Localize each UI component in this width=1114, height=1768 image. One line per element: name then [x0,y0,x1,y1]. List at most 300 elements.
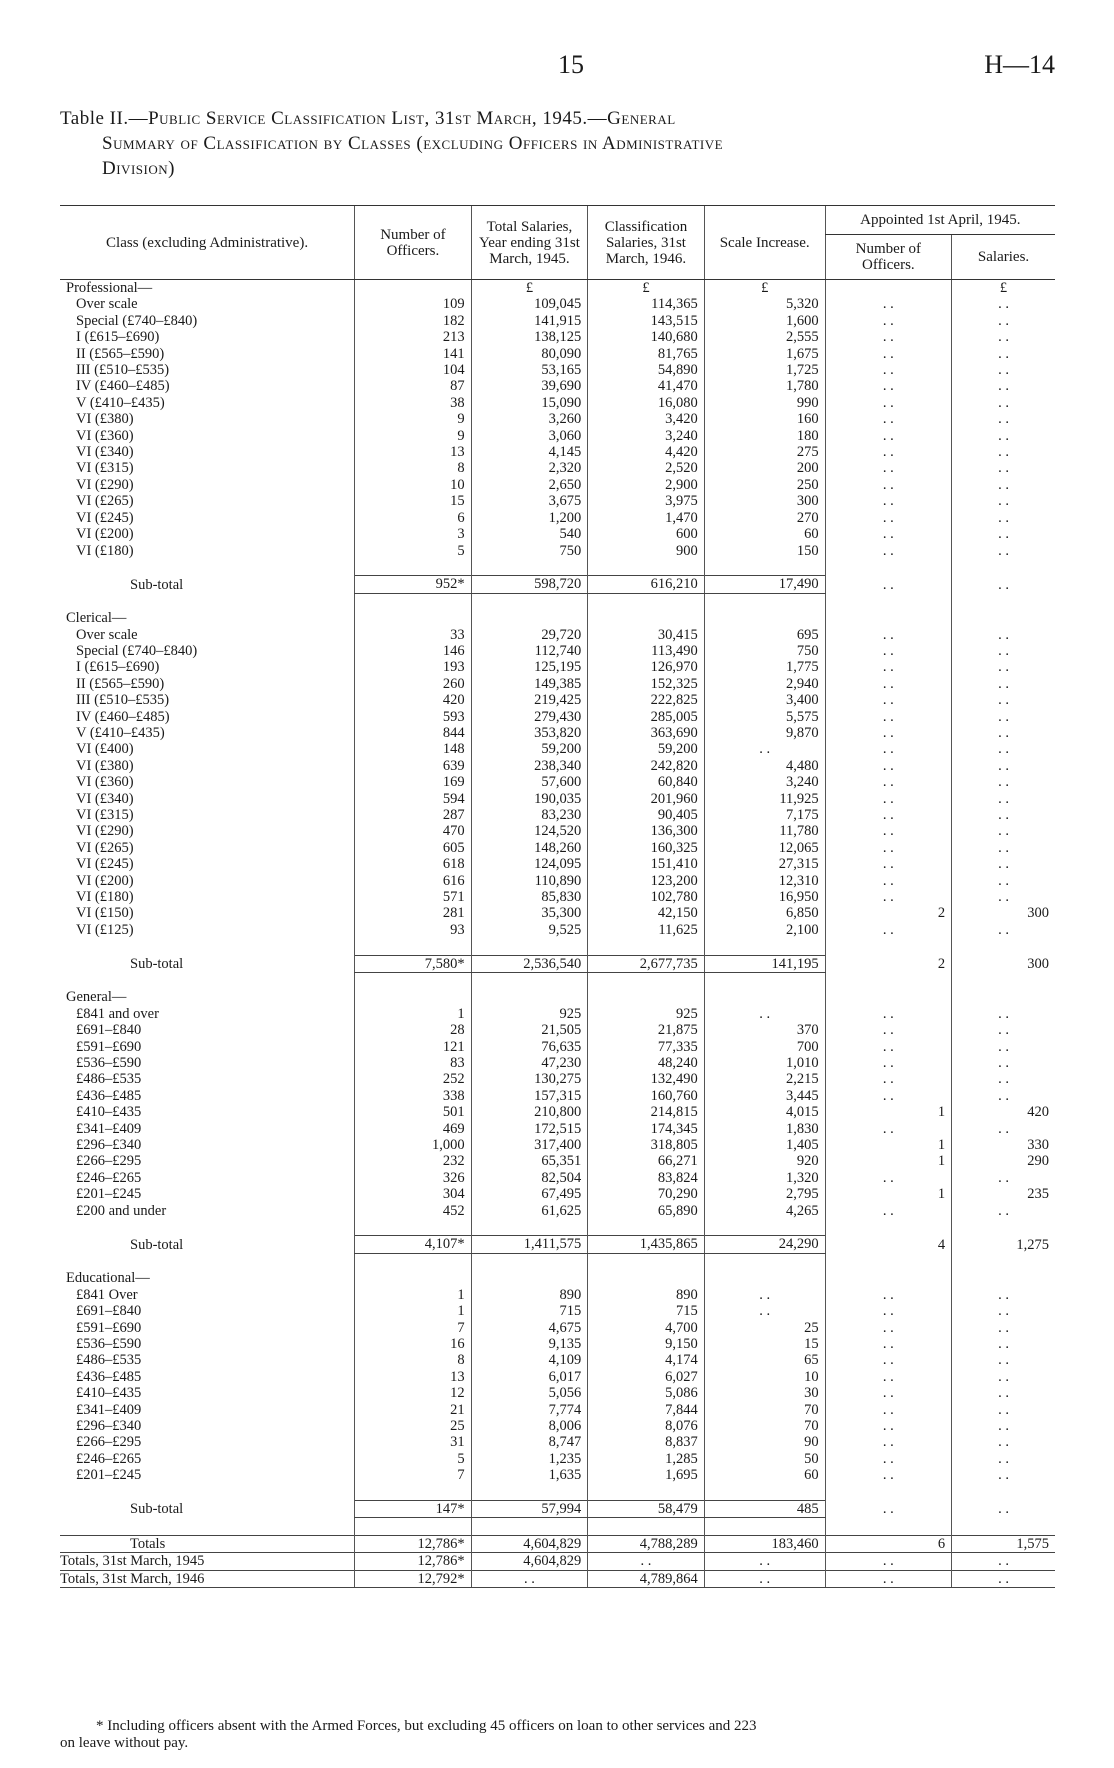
row-label-text: VI (£265) [76,839,134,856]
cell-app-salaries: 290 [952,1153,1055,1169]
spacer-cell [825,1253,951,1270]
cell-officers: 16 [355,1336,472,1352]
spacer-row [60,1253,1055,1270]
row-label-text: Sub-total [130,576,184,593]
cell-app-salaries: 1,575 [952,1535,1055,1552]
cell-officers: 12,786* [355,1535,472,1552]
section-heading: Professional— [66,280,153,296]
cell-officers: 3 [355,526,472,542]
spacer-cell [471,973,588,990]
row-label [60,313,355,329]
row-label [60,676,355,692]
table-row [60,493,1055,509]
cell-app-officers: . . [825,362,951,378]
cell-officers: 9 [355,428,472,444]
cell-total: 317,400 [471,1137,588,1153]
cell-app-salaries: . . [952,873,1055,889]
cell-scale: 65 [704,1352,825,1368]
cell-app-salaries: . . [952,460,1055,476]
cell-app-salaries: 300 [952,955,1055,972]
currency-cell [952,989,1055,1005]
spacer-cell [952,1253,1055,1270]
cell-total: 219,425 [471,692,588,708]
cell-scale: 141,195 [704,955,825,972]
currency-cell [355,989,472,1005]
row-label-text: Over scale [76,626,138,643]
cell-app-salaries: . . [952,643,1055,659]
cell-scale: 70 [704,1402,825,1418]
cell-app-officers: . . [825,643,951,659]
row-label-text: £296–£340 [76,1137,142,1154]
cell-officers: 1 [355,1303,472,1319]
col-header-appointed: Appointed 1st April, 1945. [825,206,1055,235]
row-label [60,1170,355,1186]
table-row [60,1303,1055,1319]
cell-total: . . [471,1570,588,1587]
row-label [60,758,355,774]
cell-total: 4,145 [471,444,588,460]
table-row [60,378,1055,394]
spacer-cell [471,1484,588,1501]
cell-officers: 93 [355,922,472,938]
currency-cell [952,1270,1055,1286]
cell-app-officers: . . [825,1055,951,1071]
spacer-cell [588,1518,705,1535]
cell-total: 715 [471,1303,588,1319]
cell-app-salaries: . . [952,856,1055,872]
cell-total: 67,495 [471,1186,588,1202]
document-code: H—14 [984,50,1055,79]
row-label [60,889,355,905]
spacer-cell [588,593,705,610]
row-label-text: VI (£290) [76,476,134,493]
row-label-text: VI (£360) [76,427,134,444]
spacer-cell [355,973,472,990]
spacer-cell [825,559,951,576]
currency-cell [471,989,588,1005]
row-label [60,493,355,509]
cell-scale: 1,320 [704,1170,825,1186]
row-label [60,725,355,741]
cell-total: 4,604,829 [471,1553,588,1570]
spacer-cell [825,1518,951,1535]
cell-scale: 17,490 [704,576,825,593]
cell-officers: 28 [355,1022,472,1038]
row-label [60,905,355,921]
cell-officers: 104 [355,362,472,378]
cell-total: 7,774 [471,1402,588,1418]
row-label [60,378,355,394]
cell-total: 109,045 [471,296,588,312]
spacer-cell [588,1484,705,1501]
cell-app-officers: . . [825,1418,951,1434]
row-label [60,296,355,312]
spacer-cell [704,559,825,576]
cell-scale: 60 [704,1467,825,1483]
cell-classification: 242,820 [588,758,705,774]
spacer-cell [60,1518,355,1535]
row-label [60,1303,355,1319]
cell-app-salaries: . . [952,1369,1055,1385]
row-label-text: VI (£200) [76,526,134,543]
currency-cell [588,610,705,626]
spacer-cell [471,559,588,576]
cell-app-officers: . . [825,1006,951,1022]
spacer-cell [704,1219,825,1236]
cell-officers: 1,000 [355,1137,472,1153]
cell-app-officers: . . [825,791,951,807]
cell-officers: 148 [355,741,472,757]
row-label-text: £536–£590 [76,1055,142,1072]
cell-app-salaries: . . [952,1418,1055,1434]
row-label-text: £486–£535 [76,1071,142,1088]
cell-total: 9,525 [471,922,588,938]
currency-cell [704,1270,825,1286]
cell-scale: 11,925 [704,791,825,807]
cell-total: 59,200 [471,741,588,757]
table-row [60,526,1055,542]
cell-scale: 200 [704,460,825,476]
cell-scale: 25 [704,1320,825,1336]
row-label-text: £591–£690 [76,1319,142,1336]
row-label [60,1088,355,1104]
cell-total: 125,195 [471,659,588,675]
cell-app-salaries: . . [952,1287,1055,1303]
row-label [60,1570,355,1587]
cell-classification: 4,420 [588,444,705,460]
cell-total: 540 [471,526,588,542]
row-label-text: £201–£245 [76,1186,142,1203]
col-header-classification-salaries: Classification Salaries, 31st March, 1946. [588,206,705,280]
row-label-text: £341–£409 [76,1120,142,1137]
currency-cell [355,610,472,626]
cell-app-officers: . . [825,1369,951,1385]
table-row [60,296,1055,312]
row-label-text: VI (£265) [76,493,134,510]
cell-app-officers: . . [825,395,951,411]
cell-officers: 10 [355,477,472,493]
cell-total: 112,740 [471,643,588,659]
table-row [60,1336,1055,1352]
cell-classification: 3,420 [588,411,705,427]
currency-cell: £ [704,280,825,297]
cell-scale: 50 [704,1451,825,1467]
table-row [60,329,1055,345]
table-row [60,774,1055,790]
cell-app-officers: . . [825,807,951,823]
cell-scale: 24,290 [704,1236,825,1253]
row-label-text: II (£565–£590) [76,345,165,362]
row-label [60,1022,355,1038]
row-label-text: £691–£840 [76,1303,142,1320]
cell-app-salaries: . . [952,395,1055,411]
table-row [60,823,1055,839]
table-row [60,692,1055,708]
table-row [60,1121,1055,1137]
cell-app-officers: . . [825,1451,951,1467]
cell-total: 238,340 [471,758,588,774]
cell-total: 925 [471,1006,588,1022]
cell-classification: 126,970 [588,659,705,675]
cell-scale: 15 [704,1336,825,1352]
cell-total: 3,060 [471,428,588,444]
cell-classification: 222,825 [588,692,705,708]
cell-scale: 370 [704,1022,825,1038]
cell-scale: . . [704,1303,825,1319]
cell-scale: 1,780 [704,378,825,394]
row-label [60,1553,355,1570]
table-row [60,1186,1055,1202]
cell-classification: 4,789,864 [588,1570,705,1587]
row-label [60,329,355,345]
row-label-text: I (£615–£690) [76,329,160,346]
cell-app-salaries: 1,275 [952,1236,1055,1253]
spacer-cell [355,559,472,576]
cell-officers: 12 [355,1385,472,1401]
cell-app-officers: 2 [825,955,951,972]
cell-app-salaries: . . [952,296,1055,312]
cell-classification: 140,680 [588,329,705,345]
cell-app-salaries: . . [952,362,1055,378]
cell-app-salaries: . . [952,1500,1055,1517]
cell-scale: . . [704,1287,825,1303]
cell-app-salaries: . . [952,411,1055,427]
cell-app-officers: . . [825,543,951,559]
row-label [60,362,355,378]
row-label [60,428,355,444]
table-row [60,1287,1055,1303]
spacer-cell [704,593,825,610]
table-row [60,1104,1055,1120]
section-heading: Educational— [66,1270,150,1287]
cell-app-salaries: . . [952,774,1055,790]
table-row [60,725,1055,741]
cell-app-officers: . . [825,346,951,362]
cell-app-officers: 1 [825,1153,951,1169]
row-label-text: £266–£295 [76,1153,142,1170]
table-row [60,1203,1055,1219]
spacer-row [60,973,1055,990]
subtotal-row [60,1500,1055,1517]
cell-app-salaries: . . [952,1385,1055,1401]
cell-app-officers: . . [825,1570,951,1587]
col-header-class: Class (excluding Administrative). [60,206,355,280]
table-row [60,1071,1055,1087]
row-label [60,1385,355,1401]
cell-officers: 21 [355,1402,472,1418]
cell-classification: 21,875 [588,1022,705,1038]
table-row [60,395,1055,411]
cell-total: 4,109 [471,1352,588,1368]
cell-scale: 270 [704,510,825,526]
cell-scale: 4,015 [704,1104,825,1120]
row-label-text: VI (£380) [76,757,134,774]
currency-cell [588,1270,705,1286]
row-label-text: £246–£265 [76,1169,142,1186]
cell-app-salaries: . . [952,510,1055,526]
cell-officers: 25 [355,1418,472,1434]
spacer-cell [588,973,705,990]
cell-scale: 5,575 [704,709,825,725]
cell-officers: 616 [355,873,472,889]
row-label [60,477,355,493]
subtotal-row [60,576,1055,593]
cell-app-officers: 1 [825,1137,951,1153]
table-row [60,741,1055,757]
cell-classification: 890 [588,1287,705,1303]
spacer-cell [60,938,355,955]
table-row [60,1039,1055,1055]
cell-app-salaries: 420 [952,1104,1055,1120]
cell-scale: 1,675 [704,346,825,362]
row-label-text: IV (£460–£485) [76,708,170,725]
table-row [60,709,1055,725]
row-label-text: Special (£740–£840) [76,642,198,659]
cell-app-salaries: . . [952,1451,1055,1467]
row-label [60,856,355,872]
cell-classification: 113,490 [588,643,705,659]
row-label [60,1535,355,1552]
cell-total: 141,915 [471,313,588,329]
currency-cell [355,280,472,297]
cell-app-salaries: . . [952,1203,1055,1219]
cell-total: 21,505 [471,1022,588,1038]
cell-classification: 2,677,735 [588,955,705,972]
cell-officers: 12,786* [355,1553,472,1570]
row-label [60,1287,355,1303]
spacer-cell [825,973,951,990]
table-row [60,313,1055,329]
cell-classification: 30,415 [588,627,705,643]
cell-total: 172,515 [471,1121,588,1137]
row-label [60,1236,355,1253]
cell-officers: 420 [355,692,472,708]
cell-app-officers: . . [825,493,951,509]
table-row [60,1055,1055,1071]
table-row [60,428,1055,444]
table-row [60,873,1055,889]
cell-classification: 11,625 [588,922,705,938]
cell-classification: 152,325 [588,676,705,692]
row-label [60,840,355,856]
cell-app-officers: . . [825,460,951,476]
cell-scale: 700 [704,1039,825,1055]
cell-app-officers: . . [825,676,951,692]
spacer-cell [355,1518,472,1535]
cell-officers: 1 [355,1287,472,1303]
cell-classification: 925 [588,1006,705,1022]
row-label-text: £486–£535 [76,1352,142,1369]
row-label [60,1500,355,1517]
cell-classification: 900 [588,543,705,559]
cell-app-salaries: . . [952,378,1055,394]
totals-1945-row [60,1553,1055,1570]
currency-cell: £ [952,280,1055,297]
cell-classification: 8,837 [588,1434,705,1450]
table-row [60,1451,1055,1467]
cell-app-officers: . . [825,741,951,757]
spacer-cell [588,1253,705,1270]
cell-app-salaries: 330 [952,1137,1055,1153]
cell-app-salaries: . . [952,627,1055,643]
row-label [60,1055,355,1071]
cell-app-salaries: . . [952,725,1055,741]
table-row [60,1320,1055,1336]
cell-classification: 60,840 [588,774,705,790]
cell-app-officers: . . [825,1320,951,1336]
cell-scale: . . [704,1570,825,1587]
cell-app-officers: . . [825,1402,951,1418]
cell-app-salaries: . . [952,543,1055,559]
cell-app-salaries: . . [952,444,1055,460]
row-label-text: IV (£460–£485) [76,378,170,395]
cell-app-salaries: . . [952,1402,1055,1418]
cell-classification: 123,200 [588,873,705,889]
cell-scale: 2,795 [704,1186,825,1202]
row-label [60,1336,355,1352]
cell-total: 130,275 [471,1071,588,1087]
cell-scale: 10 [704,1369,825,1385]
col-header-appointed-officers: Number of Officers. [825,235,951,280]
cell-scale: 3,400 [704,692,825,708]
cell-officers: 618 [355,856,472,872]
page-number: 15 [558,50,584,79]
row-label [60,1071,355,1087]
cell-total: 149,385 [471,676,588,692]
cell-app-salaries: . . [952,692,1055,708]
table-body [60,280,1055,1588]
table-row [60,905,1055,921]
title-line-2: Summary of Classification by Classes (excluding Officers in Administrative [102,133,724,154]
section-heading: General— [66,989,127,1006]
cell-officers: 6 [355,510,472,526]
cell-officers: 5 [355,1451,472,1467]
cell-officers: 252 [355,1071,472,1087]
cell-scale: 90 [704,1434,825,1450]
cell-app-officers: . . [825,922,951,938]
cell-app-salaries: . . [952,1055,1055,1071]
cell-total: 47,230 [471,1055,588,1071]
cell-app-officers: . . [825,1071,951,1087]
cell-app-officers: . . [825,823,951,839]
cell-total: 35,300 [471,905,588,921]
cell-officers: 844 [355,725,472,741]
cell-app-officers: . . [825,1467,951,1483]
table-row [60,477,1055,493]
cell-classification: 151,410 [588,856,705,872]
row-label-text: VI (£400) [76,741,134,758]
cell-total: 124,520 [471,823,588,839]
spacer-cell [60,593,355,610]
table-row [60,1170,1055,1186]
cell-officers: 304 [355,1186,472,1202]
cell-app-officers: . . [825,1553,951,1570]
row-label [60,1186,355,1202]
cell-officers: 87 [355,378,472,394]
cell-classification: 715 [588,1303,705,1319]
cell-app-salaries: . . [952,1553,1055,1570]
row-label-text: III (£510–£535) [76,692,170,709]
table-row [60,1385,1055,1401]
cell-officers: 33 [355,627,472,643]
title-line-1: Public Service Classification List, 31st March, 1945.—General [148,108,676,129]
cell-total: 82,504 [471,1170,588,1186]
spacer-cell [952,973,1055,990]
spacer-cell [60,973,355,990]
cell-scale: . . [704,741,825,757]
cell-scale: 485 [704,1500,825,1517]
row-label-text: V (£410–£435) [76,394,165,411]
